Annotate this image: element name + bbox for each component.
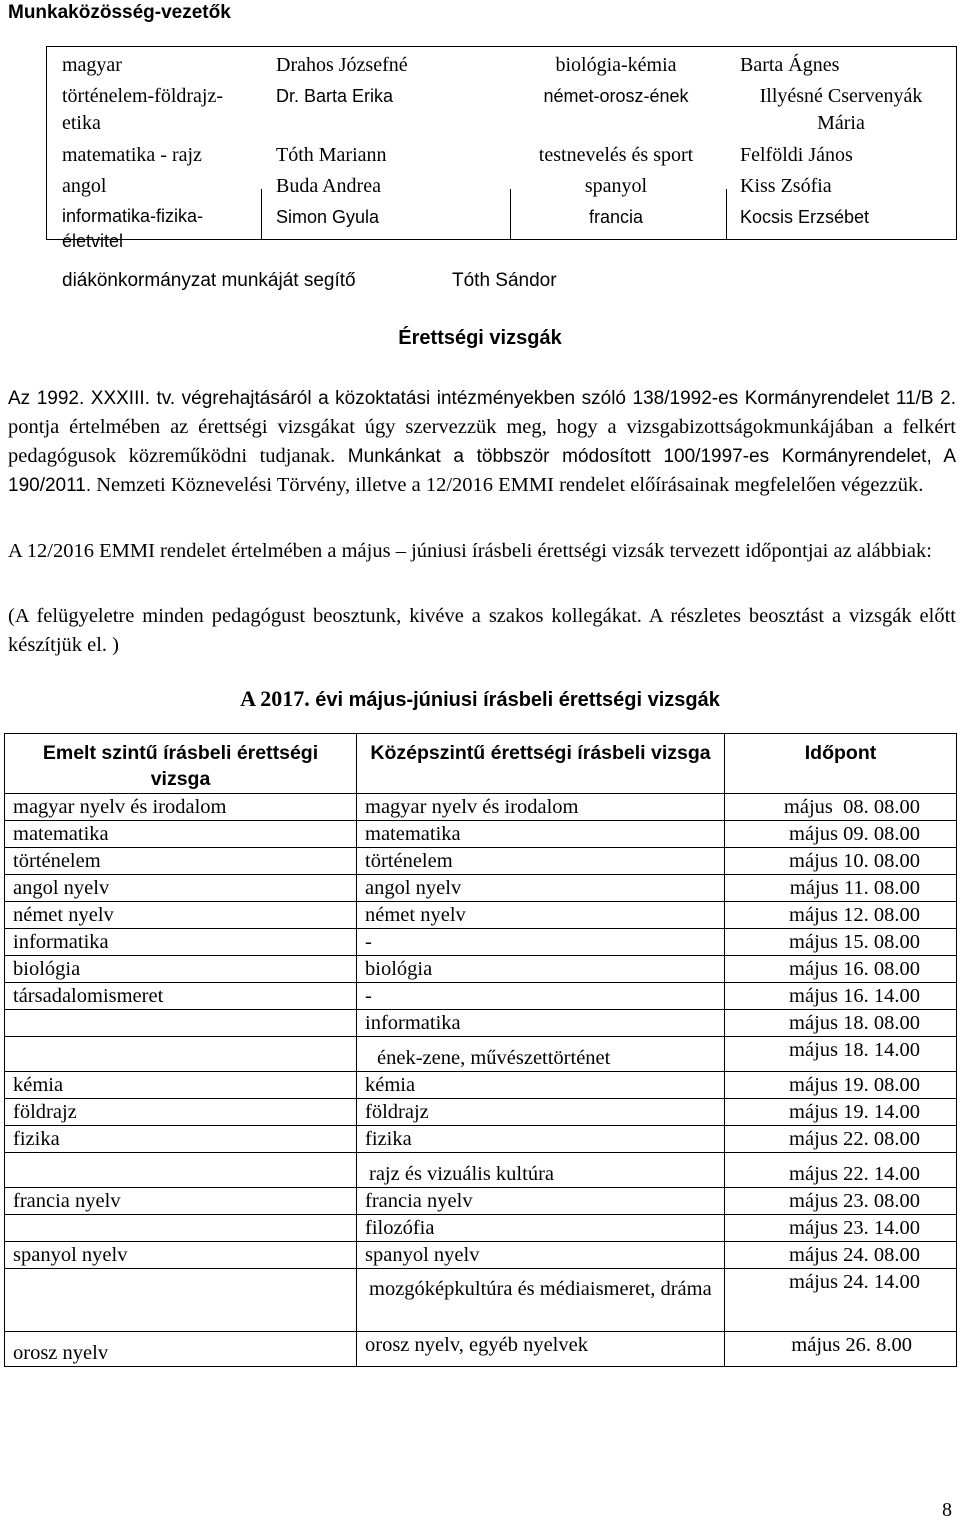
table-row [5, 1126, 957, 1153]
advanced-cell [5, 1269, 357, 1332]
subject-cell: matematika - rajz [62, 144, 202, 166]
subject-cell: angol [62, 175, 107, 197]
paragraph-text: Nemzeti Köznevelési Törvény, illetve a 12/2016 EMMI rendelet előírásainak megfelelően végezzük. [96, 474, 924, 496]
advanced-cell [5, 1215, 357, 1242]
advanced-cell: földrajz [5, 1099, 357, 1126]
leader-cell: Simon Gyula [276, 207, 380, 227]
paragraph-text: Munkánkat a többször módosított 100/1997-es Kormányrendelet, A 190/2011. [8, 446, 957, 496]
table-row [46, 79, 958, 138]
table-row [5, 875, 957, 902]
table-row [5, 983, 957, 1010]
date-cell: május 22. 14.00 [725, 1153, 957, 1188]
date-cell: május 22. 08.00 [725, 1126, 957, 1153]
advanced-cell [5, 1037, 357, 1072]
intermediate-cell: angol nyelv [357, 875, 725, 902]
date-cell: május 10. 08.00 [725, 848, 957, 875]
advanced-cell: magyar nyelv és irodalom [5, 794, 357, 821]
column-header: Időpont [725, 734, 957, 794]
intermediate-cell: francia nyelv [357, 1188, 725, 1215]
intermediate-cell: matematika [357, 821, 725, 848]
date-cell: május 18. 08.00 [725, 1010, 957, 1037]
intermediate-cell: - [357, 983, 725, 1010]
page-heading: Munkaközösség-vezetők [8, 2, 231, 23]
advanced-cell: matematika [5, 821, 357, 848]
student-government-label: diákönkormányzat munkáját segítő [62, 270, 356, 291]
advanced-cell: történelem [5, 848, 357, 875]
table-row [5, 929, 957, 956]
advanced-cell: fizika [5, 1126, 357, 1153]
leader-cell: Dr. Barta Erika [276, 86, 394, 106]
date-cell: május 23. 14.00 [725, 1215, 957, 1242]
column-header: Középszintű érettségi írásbeli vizsga [357, 734, 725, 794]
leader-cell: Buda Andrea [276, 175, 381, 197]
subject-cell: magyar [62, 54, 122, 76]
table-row [5, 821, 957, 848]
intermediate-cell: informatika [357, 1010, 725, 1037]
paragraph-text: Az 1992. XXXIII. tv. végrehajtásáról a közoktatási intézményekben szóló 138/1992-es Kormányrendelet 11/B 2. [8, 388, 956, 409]
intermediate-cell: orosz nyelv, egyéb nyelvek [357, 1332, 725, 1367]
table-divider [726, 189, 727, 240]
intermediate-cell: mozgóképkultúra és médiaismeret, dráma [357, 1269, 725, 1332]
leader-cell: Kiss Zsófia [740, 175, 832, 197]
date-cell: május 08. 08.00 [725, 794, 957, 821]
student-government-name: Tóth Sándor [452, 270, 557, 291]
exam-title-year: A 2017. [240, 686, 310, 711]
table-row [5, 1153, 957, 1188]
date-cell: május 15. 08.00 [725, 929, 957, 956]
table-divider [510, 189, 511, 240]
subject-cell: spanyol [584, 175, 648, 197]
leader-cell: Illyésné Cservenyák Mária [759, 85, 923, 134]
table-header-row [5, 734, 957, 794]
table-row [5, 1188, 957, 1215]
advanced-cell: társadalomismeret [5, 983, 357, 1010]
table-row [46, 169, 958, 200]
intermediate-cell: földrajz [357, 1099, 725, 1126]
subject-cell: testnevelés és sport [538, 144, 694, 166]
paragraph-supervision: (A felügyeletre minden pedagógust beosztunk, kivéve a szakos kollegákat. A részletes beosztást a vizsgák előtt készítjük el. ) [8, 605, 956, 656]
table-row [5, 902, 957, 929]
date-cell: május 16. 14.00 [725, 983, 957, 1010]
leader-cell: Felföldi János [740, 144, 853, 166]
date-cell: május 23. 08.00 [725, 1188, 957, 1215]
exam-schedule-table [4, 733, 957, 1367]
page-number: 8 [942, 1499, 952, 1521]
table-row [5, 1010, 957, 1037]
column-header: Emelt szintű írásbeli érettségi vizsga [5, 734, 357, 794]
section-title: Érettségi vizsgák [398, 327, 562, 349]
paragraph-text: pontja értelmében az érettségi vizsgákat úgy szervezzük meg, hogy a vizsgabizottságokmunkájában a felkért pedagógusok közreműködni tudjanak. [8, 416, 956, 467]
leader-cell: Barta Ágnes [740, 54, 840, 76]
intermediate-cell: spanyol nyelv [357, 1242, 725, 1269]
intermediate-cell: rajz és vizuális kultúra [357, 1153, 725, 1188]
table-row [5, 1099, 957, 1126]
subject-cell: történelem-földrajz-etika [62, 85, 224, 134]
advanced-cell: biológia [5, 956, 357, 983]
table-row [5, 794, 957, 821]
intermediate-cell: filozófia [357, 1215, 725, 1242]
intermediate-cell: német nyelv [357, 902, 725, 929]
intermediate-cell: ének-zene, művészettörténet [357, 1037, 725, 1072]
table-row [5, 956, 957, 983]
table-divider [261, 189, 262, 240]
leaders-table [46, 46, 958, 258]
paragraph-legal-basis [8, 384, 956, 500]
table-row [46, 200, 958, 258]
leader-cell: Tóth Mariann [276, 144, 387, 166]
intermediate-cell: biológia [357, 956, 725, 983]
advanced-cell [5, 1153, 357, 1188]
paragraph-schedule-intro: A 12/2016 EMMI rendelet értelmében a május – júniusi írásbeli érettségi vizsák tervezett időpontjai az alábbiak: [8, 540, 932, 562]
advanced-cell: francia nyelv [5, 1188, 357, 1215]
advanced-cell: informatika [5, 929, 357, 956]
date-cell: május 19. 14.00 [725, 1099, 957, 1126]
subject-cell: német-orosz-ének [543, 86, 689, 106]
date-cell: május 16. 08.00 [725, 956, 957, 983]
advanced-cell: angol nyelv [5, 875, 357, 902]
intermediate-cell: fizika [357, 1126, 725, 1153]
subject-cell: biológia-kémia [555, 54, 677, 76]
table-row [5, 1242, 957, 1269]
date-cell: május 24. 08.00 [725, 1242, 957, 1269]
leader-cell: Kocsis Erzsébet [740, 207, 870, 227]
advanced-cell: orosz nyelv [5, 1332, 357, 1367]
intermediate-cell: kémia [357, 1072, 725, 1099]
table-row [5, 1269, 957, 1332]
student-government-row [62, 270, 557, 292]
table-row [5, 1072, 957, 1099]
date-cell: május 24. 14.00 [725, 1269, 957, 1332]
advanced-cell: spanyol nyelv [5, 1242, 357, 1269]
table-row [46, 138, 958, 169]
exam-title-text: évi május-júniusi írásbeli érettségi vizsgák [315, 689, 720, 711]
date-cell: május 18. 14.00 [725, 1037, 957, 1072]
date-cell: május 11. 08.00 [725, 875, 957, 902]
date-cell: május 26. 8.00 [725, 1332, 957, 1367]
advanced-cell: kémia [5, 1072, 357, 1099]
advanced-cell: német nyelv [5, 902, 357, 929]
intermediate-cell: magyar nyelv és irodalom [357, 794, 725, 821]
subject-cell: francia [588, 207, 644, 227]
advanced-cell [5, 1010, 357, 1037]
leader-cell: Drahos Józsefné [276, 54, 408, 76]
intermediate-cell: - [357, 929, 725, 956]
exam-schedule-title [0, 686, 960, 712]
table-row [5, 848, 957, 875]
date-cell: május 12. 08.00 [725, 902, 957, 929]
date-cell: május 09. 08.00 [725, 821, 957, 848]
table-row [5, 1215, 957, 1242]
table-row [46, 46, 958, 79]
subject-cell: informatika-fizika-életvitel [62, 206, 204, 251]
intermediate-cell: történelem [357, 848, 725, 875]
table-row [5, 1332, 957, 1367]
table-row [5, 1037, 957, 1072]
date-cell: május 19. 08.00 [725, 1072, 957, 1099]
